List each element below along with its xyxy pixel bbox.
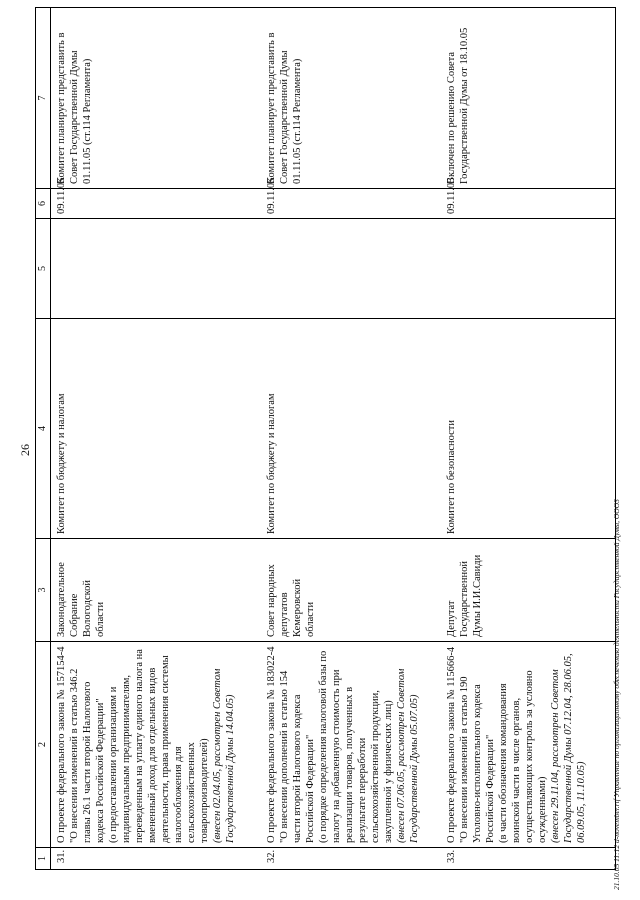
bill-title: О проекте федерального закона № 115666-4 (445, 646, 457, 843)
bill-title: О проекте федерального закона № 183022-4 (265, 646, 277, 843)
bill-cell (51, 642, 261, 848)
header-col-1: 1 (36, 848, 51, 870)
bill-description: (о порядке определения налоговой базы по налогу на добавленную стоимость при реализации товаров, полученных в результате переработки сельскохозяйственной продукции, закупленной у физических лиц) (317, 650, 394, 843)
bill-note: (внесен 29.11.04, рассмотрен Советом Государственной Думы 07.12.04, 28.06.05, 06.09.05, 11.10.05) (549, 653, 587, 843)
bill-cell (441, 642, 616, 848)
header-row (36, 8, 51, 870)
bill-subtitle: "О внесении изменений в статью 346.2 главы 26.1 части второй Налогового кодекса Российской Федерации" (69, 668, 106, 843)
subject-cell: Совет народных депутатов Кемеровской области (261, 539, 441, 642)
status-cell: Комитет планирует представить в Совет Государственной Думы 01.11.05 (ст.114 Регламента) (51, 8, 261, 189)
col5-cell (441, 219, 616, 319)
bill-note: (внесен 07.06.05, рассмотрен Советом Государственной Думы 05.07.05) (395, 668, 420, 843)
bill-description: (в части обозначения командования воинской части в числе органов, осуществляющих контроль за условно осужденными) (497, 670, 548, 843)
header-col-5: 5 (36, 219, 51, 319)
date-cell: 09.11.05 (261, 189, 441, 219)
date-cell: 09.11.05 (441, 189, 616, 219)
bill-description: (о предоставлении организациям и индивидуальным предпринимателям, переведенным на уплату единого налога на вмененный доход для отдельных видов деятельности, права применения системы налогообложения для сельскохозяйственных товаропроизводителей) (108, 649, 210, 843)
committee-cell: Комитет по безопасности (441, 319, 616, 539)
status-cell: Комитет планирует представить в Совет Государственной Думы 01.11.05 (ст.114 Регламента) (261, 8, 441, 189)
bill-title: О проекте федерального закона № 157154-4 (56, 646, 67, 843)
subject-cell: Законодательное Собрание Вологодской области (51, 539, 261, 642)
table-row (261, 8, 441, 870)
subject-cell: Депутат Государственной Думы И.И.Савиди (441, 539, 616, 642)
committee-cell: Комитет по бюджету и налогам (51, 319, 261, 539)
table-row (441, 8, 616, 870)
row-number: 31. (51, 848, 261, 870)
bill-cell (261, 642, 441, 848)
row-number: 32. (261, 848, 441, 870)
committee-cell: Комитет по бюджету и налогам (261, 319, 441, 539)
table-row (51, 8, 261, 870)
row-number: 33. (441, 848, 616, 870)
header-col-7: 7 (36, 8, 51, 189)
page-number: 26 (18, 444, 32, 456)
bill-subtitle: "О внесении изменений в статью 190 Уголовно-исполнительного кодекса Российской Федерации" (458, 676, 496, 843)
header-col-3: 3 (36, 539, 51, 642)
header-col-6: 6 (36, 189, 51, 219)
date-cell: 09.11.05 (51, 189, 261, 219)
footer-text: 21.10.05 11:12 d-november.rtf Управление по организационному обеспечению деятельности Государственной Думы, ООО3 (612, 499, 621, 890)
status-cell: Включен по решению Совета Государственной Думы от 18.10.05 (441, 8, 616, 189)
header-col-4: 4 (36, 319, 51, 539)
bill-note: (внесен 02.04.05, рассмотрен Советом Государственной Думы 14.04.05) (212, 668, 236, 843)
col5-cell (51, 219, 261, 319)
bill-subtitle: "О внесении дополнений в статью 154 части второй Налогового кодекса Российской Федерации" (278, 670, 316, 843)
col5-cell (261, 219, 441, 319)
header-col-2: 2 (36, 642, 51, 848)
agenda-table (35, 7, 616, 870)
